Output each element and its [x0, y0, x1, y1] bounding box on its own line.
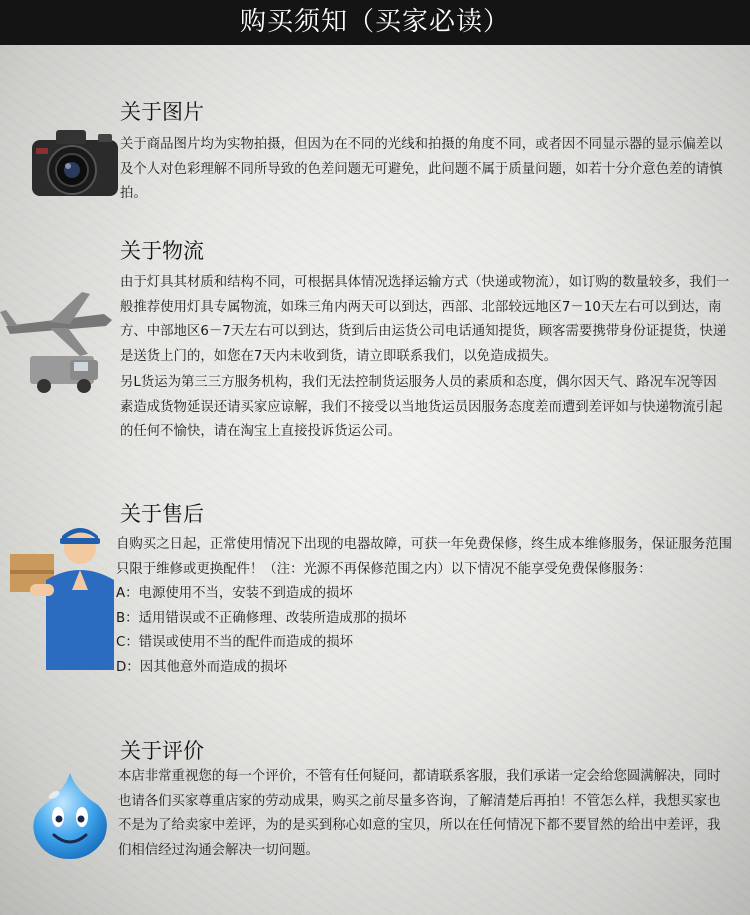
section-logistics-paragraph-1: 由于灯具其材质和结构不同，可根据具体情况选择运输方式（快递或物流），如订购的数量较多，我们一般推荐使用灯具专属物流，如珠三角内两天可以到达，西部、北部较远地区7－10天左右可以到达，南方、中部地区6－7天左右可以到达，货到后由运货公司电话通知提货，顾客需要携带身份证提货，快递是送货上门的，如您在7天内未收到货，请立即联系我们，以免造成损失。: [120, 275, 730, 364]
section-review-paragraph: 本店非常重视您的每一个评价，不管有任何疑问，都请联系客服，我们承诺一定会给您圆满解决，同时也请各们买家尊重店家的劳动成果，购买之前尽量多咨询，了解清楚后再拍！不管怎么样，我想买家也不是为了给卖家中差评，为的是买到称心如意的宝贝，所以在任何情况下都不要冒然的给出中差评，我们相信经过沟通会解决一切问题。: [118, 769, 721, 858]
section-logistics-text: [120, 271, 730, 445]
section-aftersale-item-d: D：因其他意外而造成的损坏: [116, 659, 287, 675]
smiling-drop-mascot-icon: [28, 769, 112, 861]
section-aftersale-item-b: B：适用错误或不正确修理、改装所造成那的损坏: [116, 610, 407, 626]
section-photo-text: [120, 133, 730, 207]
section-aftersale-item-c: C：错误或使用不当的配件而造成的损坏: [116, 635, 353, 650]
section-aftersale: [0, 480, 750, 720]
section-review-text: [118, 765, 732, 863]
section-aftersale-item-a: A：电源使用不当，安装不到造成的损坏: [116, 586, 353, 601]
camera-icon: [28, 124, 128, 204]
section-aftersale-title: 关于售后: [120, 502, 204, 526]
delivery-man-icon: [6, 520, 118, 670]
section-review: [0, 725, 750, 915]
section-photo-title: 关于图片: [120, 100, 204, 124]
section-logistics-title: 关于物流: [120, 239, 204, 263]
section-photo-paragraph: 关于商品图片均为实物拍摄，但因为在不同的光线和拍摄的角度不同，或者因不同显示器的显示偏差以及个人对色彩理解不同所导致的色差问题无可避免，此问题不属于质量问题，如若十分介意色差的请慎拍。: [120, 137, 723, 201]
section-photo: [0, 60, 750, 210]
section-aftersale-paragraph: 自购买之日起，正常使用情况下出现的电器故障，可获一年免费保修，终生成本维修服务，保证服务范围只限于维修或更换配件！（注：光源不再保修范围之内）以下情况不能享受免费保修服务：: [116, 537, 732, 577]
section-aftersale-text: [116, 533, 732, 680]
banner-title: 购买须知（买家必读）: [0, 0, 750, 45]
section-logistics: [0, 220, 750, 470]
airplane-truck-icon: [0, 286, 118, 396]
section-review-title: 关于评价: [120, 739, 204, 763]
section-logistics-paragraph-2: 另L货运为第三三方服务机构，我们无法控制货运服务人员的素质和态度，偶尔因天气、路况车况等因素造成货物延误还请买家应谅解，我们不接受以当地货运员因服务态度差而遭到差评如与快递物流引起的任何不愉快，请在淘宝上直接投诉货运公司。: [120, 375, 723, 439]
